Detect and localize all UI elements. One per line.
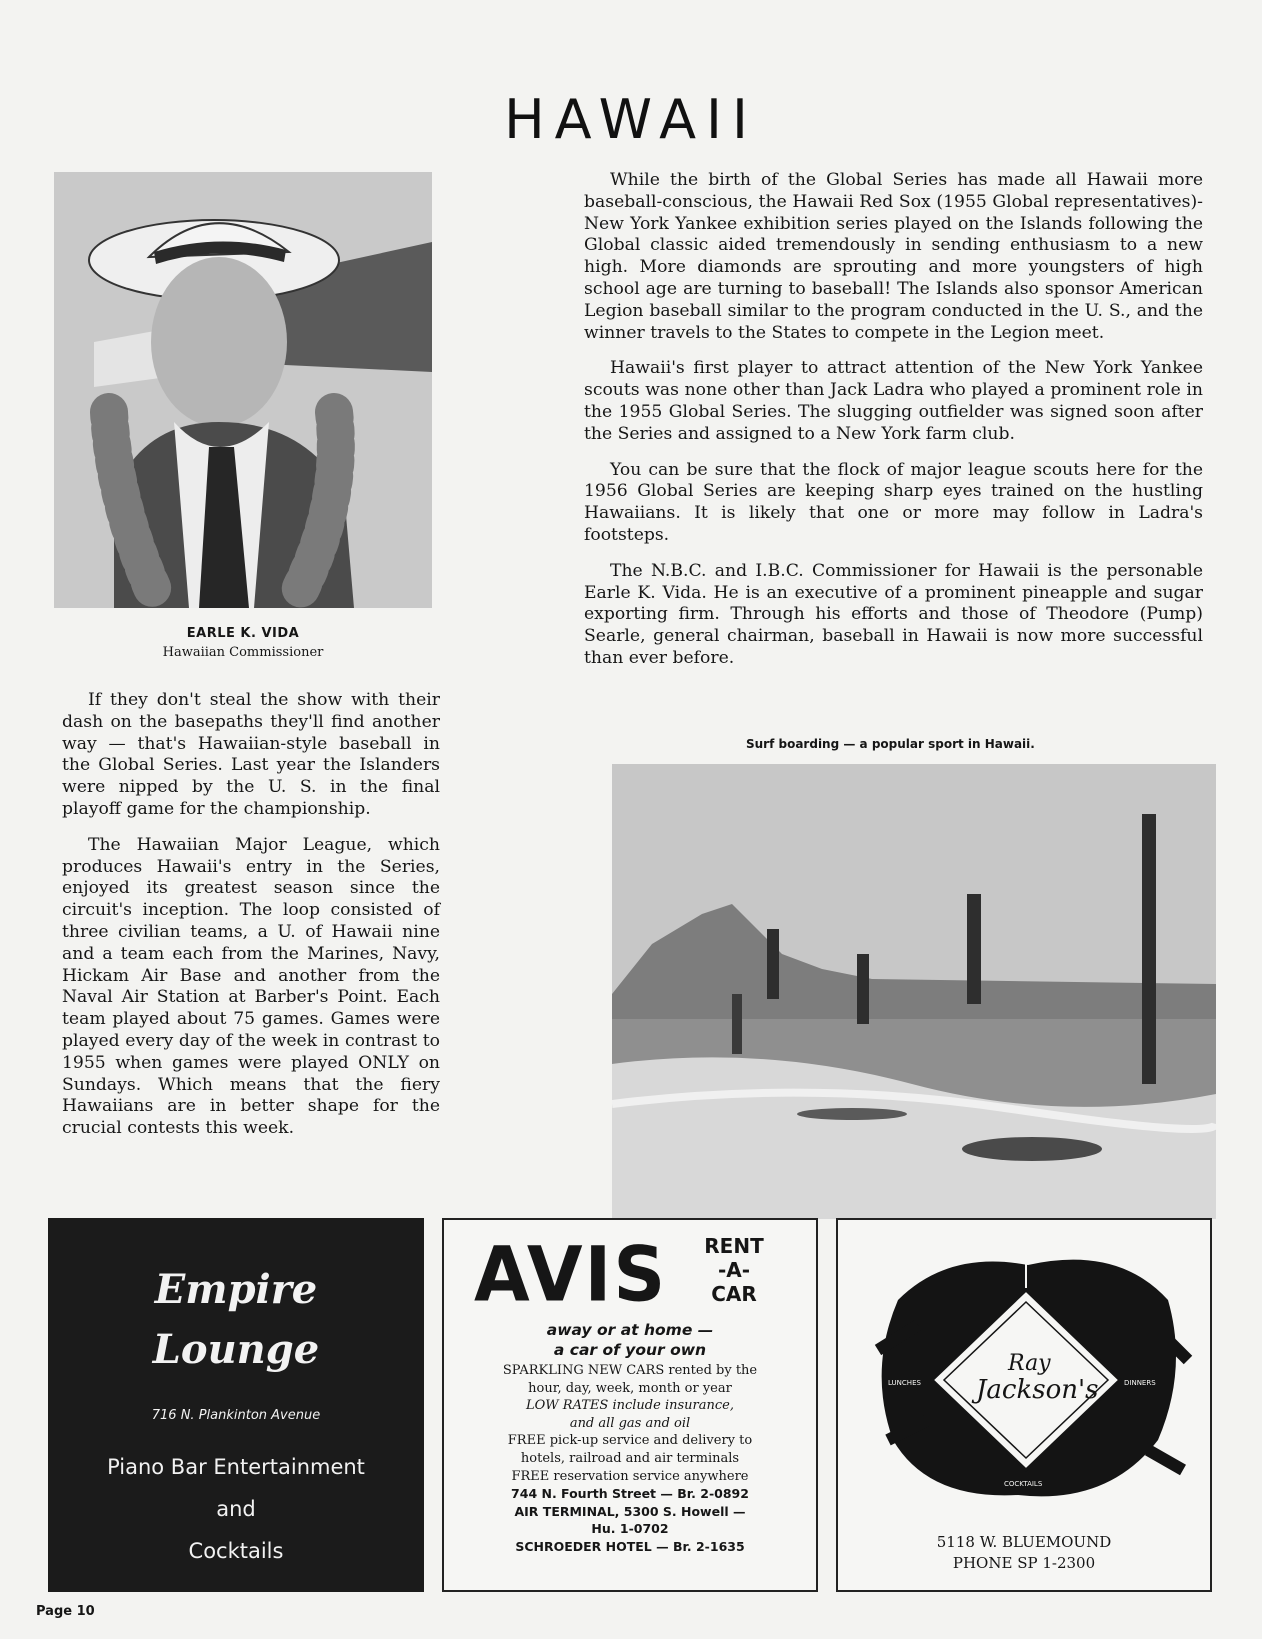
portrait-caption-role: Hawaiian Commissioner	[162, 645, 324, 660]
avis-body	[444, 1362, 816, 1556]
empire-ent-line: Piano Bar Entertainment	[107, 1455, 365, 1479]
portrait-caption-name: EARLE K. VIDA	[186, 626, 300, 641]
avis-line: Hu. 1-0702	[591, 1521, 669, 1537]
article-right-column	[584, 170, 1203, 684]
article-paragraph: The Hawaiian Major League, which produces Hawaii's entry in the Series, enjoyed its greatest season since the circuit's inception. The loop consisted of three civilian teams, a U. of Hawaii nine and a team each from the Marines, Navy, Hickam Air Base and another from the Naval Air Station at Barber's Point. Each team played about 75 games. Games were played every day of the week in contrast to 1955 when games were played ONLY on Sundays. Which means that the fiery Hawaiians are in better shape for the crucial contests this week.	[62, 834, 440, 1139]
avis-line: SPARKLING NEW CARS rented by the	[502, 1363, 758, 1378]
surf-photo	[612, 764, 1216, 1219]
ray-jacksons-logo	[858, 1230, 1194, 1520]
empire-entertainment	[48, 1446, 424, 1572]
portrait-illustration	[54, 172, 432, 608]
ray-lunches: LUNCHES	[888, 1379, 921, 1387]
empire-logo-line1: Empire	[154, 1266, 318, 1313]
avis-line: FREE reservation service anywhere	[511, 1468, 749, 1484]
avis-rent-line: -A-	[717, 1258, 751, 1282]
avis-logo: AVIS	[474, 1230, 668, 1319]
avis-line: hour, day, week, month or year	[528, 1380, 732, 1396]
ray-contact	[838, 1532, 1210, 1574]
surf-photo-caption: Surf boarding — a popular sport in Hawaii.	[746, 737, 1035, 751]
avis-line: hotels, railroad and air terminals	[520, 1450, 740, 1466]
surf-illustration	[612, 764, 1216, 1219]
article-paragraph: Hawaii's first player to attract attention of the New York Yankee scouts was none other than Jack Ladra who played a prominent role in the 1955 Global Series. The slugging outfielder was signed soon after the Series and assigned to a New York farm club.	[584, 358, 1203, 444]
avis-line: SCHROEDER HOTEL — Br. 2-1635	[515, 1538, 745, 1554]
avis-tagline	[444, 1320, 816, 1360]
empire-ent-line: Cocktails	[188, 1539, 284, 1563]
page-title: HAWAII	[504, 88, 758, 152]
ray-dinners: DINNERS	[1124, 1379, 1156, 1387]
ad-ray-jacksons	[836, 1218, 1212, 1592]
ad-empire-lounge	[48, 1218, 424, 1592]
avis-tagline-line: a car of your own	[553, 1341, 707, 1359]
article-paragraph: You can be sure that the flock of major league scouts here for the 1956 Global Series are keeping sharp eyes trained on the hustling Hawaiians. It is likely that one or more may follow in Ladra's footsteps.	[584, 459, 1203, 545]
article-left-column	[62, 690, 440, 1154]
avis-rent-line: CAR	[711, 1282, 757, 1306]
ray-phone: PHONE SP 1-2300	[952, 1554, 1096, 1572]
ray-logo-line2: Jackson's	[976, 1375, 1099, 1405]
empire-ent-line: and	[216, 1497, 256, 1521]
empire-logo-line2: Lounge	[152, 1326, 320, 1373]
page-number: Page 10	[36, 1604, 95, 1619]
article-paragraph: If they don't steal the show with their dash on the basepaths they'll find another way — that's Hawaiian-style baseball in the Global Series. Last year the Islanders were nipped by the U. S. in the final playoff game for the championship.	[62, 690, 440, 819]
ray-cocktails: COCKTAILS	[1004, 1480, 1043, 1488]
portrait-photo	[54, 172, 432, 608]
avis-line: 744 N. Fourth Street — Br. 2-0892	[511, 1486, 749, 1502]
article-paragraph: The N.B.C. and I.B.C. Commissioner for Hawaii is the personable Earle K. Vida. He is an executive of a prominent pineapple and sugar exporting firm. Through his efforts and those of Theodore (Pump) Searle, general chairman, baseball in Hawaii is now more successful than ever before.	[584, 560, 1203, 668]
avis-rent-a-car	[694, 1234, 774, 1306]
article-paragraph: While the birth of the Global Series has made all Hawaii more baseball-conscious, the Hawaii Red Sox (1955 Global representatives)-New York Yankee exhibition series played on the Islands following the Global classic aided tremendously in sending enthusiasm to a new high. More diamonds are sprouting and more youngsters of high school age are turning to baseball! The Islands also sponsor American Legion baseball similar to the program conducted in the U. S., and the winner travels to the States to compete in the Legion meet.	[584, 170, 1203, 343]
avis-line: AIR TERMINAL, 5300 S. Howell —	[514, 1503, 746, 1519]
ray-logo-line1: Ray	[1008, 1351, 1051, 1376]
ad-avis	[442, 1218, 818, 1592]
avis-tagline-line: away or at home —	[546, 1321, 714, 1339]
avis-line: FREE pick-up service and delivery to	[507, 1433, 753, 1449]
ray-address: 5118 W. BLUEMOUND	[936, 1533, 1112, 1551]
empire-address: 716 N. Plankinton Avenue	[151, 1408, 321, 1423]
avis-line: LOW RATES include insurance,	[526, 1398, 734, 1414]
avis-line: and all gas and oil	[569, 1415, 691, 1431]
avis-rent-line: RENT	[704, 1234, 764, 1258]
